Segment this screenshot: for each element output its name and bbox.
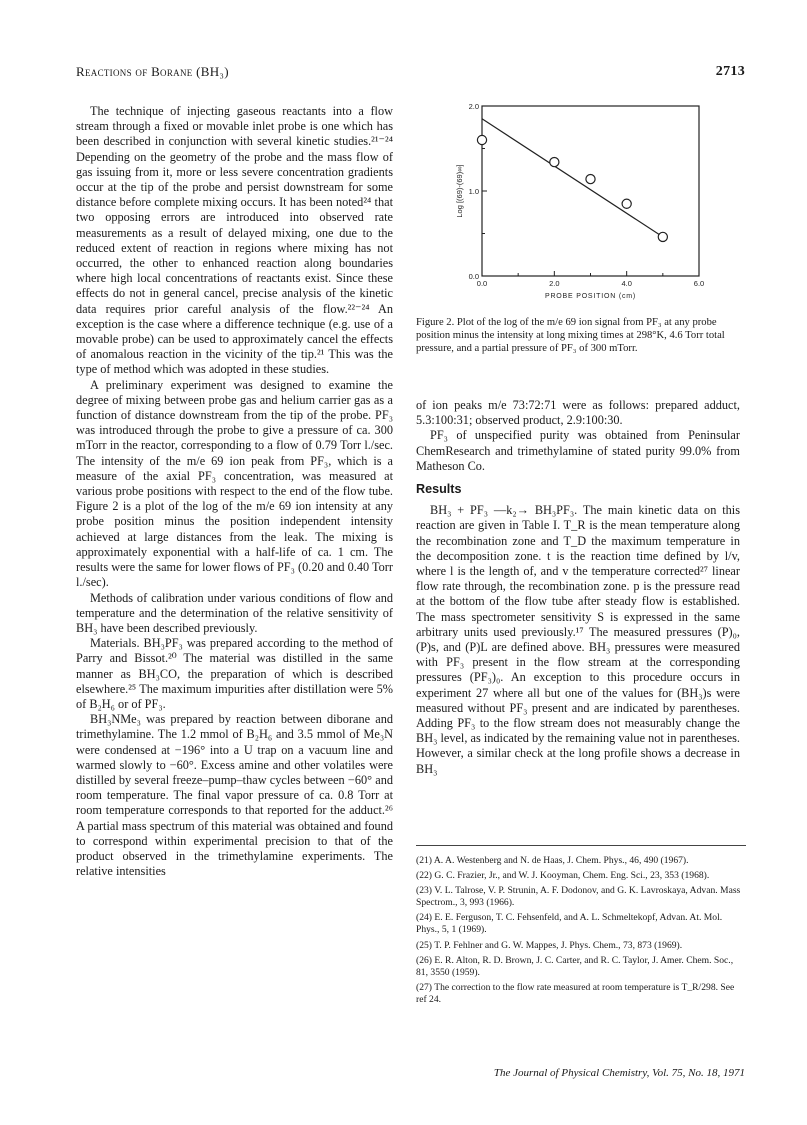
data-point [622,199,631,208]
paragraph: The technique of injecting gaseous reactants into a flow stream through a fixed or movable inlet probe is one which has been described in conjunction with several kinetic studies.²¹⁻²⁴ Depending on the geometry of the probe and the mass flow of gas issuing from it, more or less severe concentration gradients occur at the tip of the probe and persist downstream for some distance before complete mixing occurs. It has been noted²⁴ that two opposing errors are introduced into observed rate measurements as a result of delayed mixing, one due to the reduced extent of reaction in regions where mixing has not occurred, the other to enhanced reaction along boundaries where high local concentrations of reactants exist. Since these effects do not in general cancel, precise analysis of the kinetic data requires prior careful analysis of the flow.²²⁻²⁴ An exception is the case where a difference technique (e.g. use of a movable probe) can be used to approximately cancel the effects of anomalous reaction in the vicinity of the tip.²¹ This was the type of method which was adopted in these studies. [76,104,393,377]
paragraph: BH₃NMe₃ was prepared by reaction between diborane and trimethylamine. The 1.2 mmol of B₂H₆ and 3.5 mmol of Me₃N were condensed at −196° into a U trap on a vacuum line and warmed slowly to −60°. Excess amine and other volatiles were distilled by several freeze–pump–thaw cycles between −60° and room temperature. The final vapor pressure of ca. 0.8 Torr at room temperature corresponds to that reported for the adduct.²⁶ A partial mass spectrum of this material was obtained and found to correspond within experimental precision to that of the product observed in the trimethylamine experiments. The relative intensities [76,712,393,879]
y-tick-label: 0.0 [468,272,479,281]
journal-footer: The Journal of Physical Chemistry, Vol. 75, No. 18, 1971 [493,1067,745,1079]
plot-frame [482,106,699,276]
left-column [76,104,393,879]
x-tick-label: 4.0 [621,279,632,288]
fit-line [482,119,663,237]
y-tick-label: 1.0 [468,187,479,196]
section-heading: Results [416,482,462,497]
data-point [658,232,667,241]
data-point [586,175,595,184]
page-number: 2713 [715,64,745,79]
paragraph: A preliminary experiment was designed to examine the degree of mixing between probe gas and helium carrier gas as a function of distance downstream from the tip of the probe. PF₃ was introduced through the probe to give a pressure of ca. 300 mTorr in the reactor, corresponding to a flow of 0.79 Torr l./sec. The intensity of the m/e 69 ion peak from PF₃, which is a measure of the axial PF₃ concentration, was measured at various probe positions with respect to the end of the flow tube. Figure 2 is a plot of the log of the m/e 69 ion intensity at any probe position minus the position independent intensity achieved at large distances from the leak. The mixing is approximately exponential with a half-life of ca. 1 cm. The results were the same for lower flows of PF₃ (0.20 and 0.40 Torr l./sec). [76,377,393,590]
x-tick-label: 0.0 [476,279,488,288]
paragraph: Materials. BH₃PF₃ was prepared according to the method of Parry and Bissot.²⁰ The material was distilled in the same manner as BH₃CO, the preparation of which is described elsewhere.²⁵ The maximum impurities after distillation were 5% of B₂H₆ or of PF₃. [76,636,393,711]
reference: (23) V. L. Talrose, V. P. Strunin, A. F. Dodonov, and G. K. Lavroskaya, Advan. Mass Spectrom., 3, 993 (1966). [416,885,741,909]
data-point [477,135,486,144]
references [416,855,746,1009]
y-tick-label: 2.0 [468,102,479,111]
reference: (24) E. E. Ferguson, T. C. Fehsenfeld, and A. L. Schmeltekopf, Advan. At. Mol. Phys., 5, 1 (1969). [416,912,723,936]
chart-svg [416,96,740,308]
reference: (21) A. A. Westenberg and N. de Haas, J. Chem. Phys., 46, 490 (1967). [416,855,689,866]
footnote-rule [416,845,746,846]
paragraph: PF₃ of unspecified purity was obtained from Peninsular ChemResearch and trimethylamine of stated purity 99.0% from Matheson Co. [416,428,740,473]
reference: (25) T. P. Fehlner and G. W. Mappes, J. Phys. Chem., 73, 873 (1969). [416,939,683,951]
x-axis-label: PROBE POSITION (cm) [544,293,637,300]
x-tick-label: 6.0 [693,279,705,288]
running-title: Reactions of Borane (BH₃) [76,64,229,79]
right-column [416,398,740,777]
figure-2 [416,96,740,308]
paragraph: Methods of calibration under various conditions of flow and temperature and the determination of the relative sensitivity of BH₃ have been described previously. [76,590,393,635]
figure-caption: Figure 2. Plot of the log of the m/e 69 ion signal from PF₃ at any probe position minus the intensity at long mixing times at 298°K, 4.6 Torr total pressure, and a partial pressure of PF₃ of 300 mTorr. [416,317,725,354]
reference: (27) The correction to the flow rate measured at room temperature is T_R/298. See ref 24. [416,981,735,1005]
reference: (26) E. R. Alton, R. D. Brown, J. C. Carter, and R. C. Taylor, J. Amer. Chem. Soc., 81, 3550 (1959). [416,954,734,978]
paragraph: BH₃ + PF₃ —k₂→ BH₃PF₃. The main kinetic data on this reaction are given in Table I. T_R is the mean temperature along the recombination zone and T_D the maximum temperature in the decomposition zone. t is the reaction time defined by l/v, where l is the length of, and v the temperature corrected²⁷ linear flow rate through, the recombination zone. p is the pressure read at the bottom of the flow tube after steady flow is established. The mass spectrometer sensitivity S is expressed in the same arbitrary units used previously.¹⁷ The measured pressures (P)₀, (P)s, and (P)L are defined above. BH₃ pressures were measured with PF₃ present in the flow stream at the corresponding pressures (PF₃)₀. An exception to this procedure occurs in experiment 27 where all but one of the values for (BH₃)s were measured without PF₃ present and are indicated by parentheses. Adding PF₃ to the flow stream does not measurably change the BH₃ level, as indicated by the remaining value not in parentheses. However, a similar check at the long profile shows a decrease in BH₃ [416,503,740,776]
data-point [550,158,559,167]
reference: (22) G. C. Frazier, Jr., and W. J. Kooyman, Chem. Eng. Sci., 23, 353 (1968). [416,870,710,882]
y-axis-label: Log [(69)-(69)∞] [455,164,464,218]
x-tick-label: 2.0 [549,279,560,288]
paragraph: of ion peaks m/e 73:72:71 were as follows: prepared adduct, 5.3:100:31; observed product, 2.9:100:30. [416,398,740,428]
